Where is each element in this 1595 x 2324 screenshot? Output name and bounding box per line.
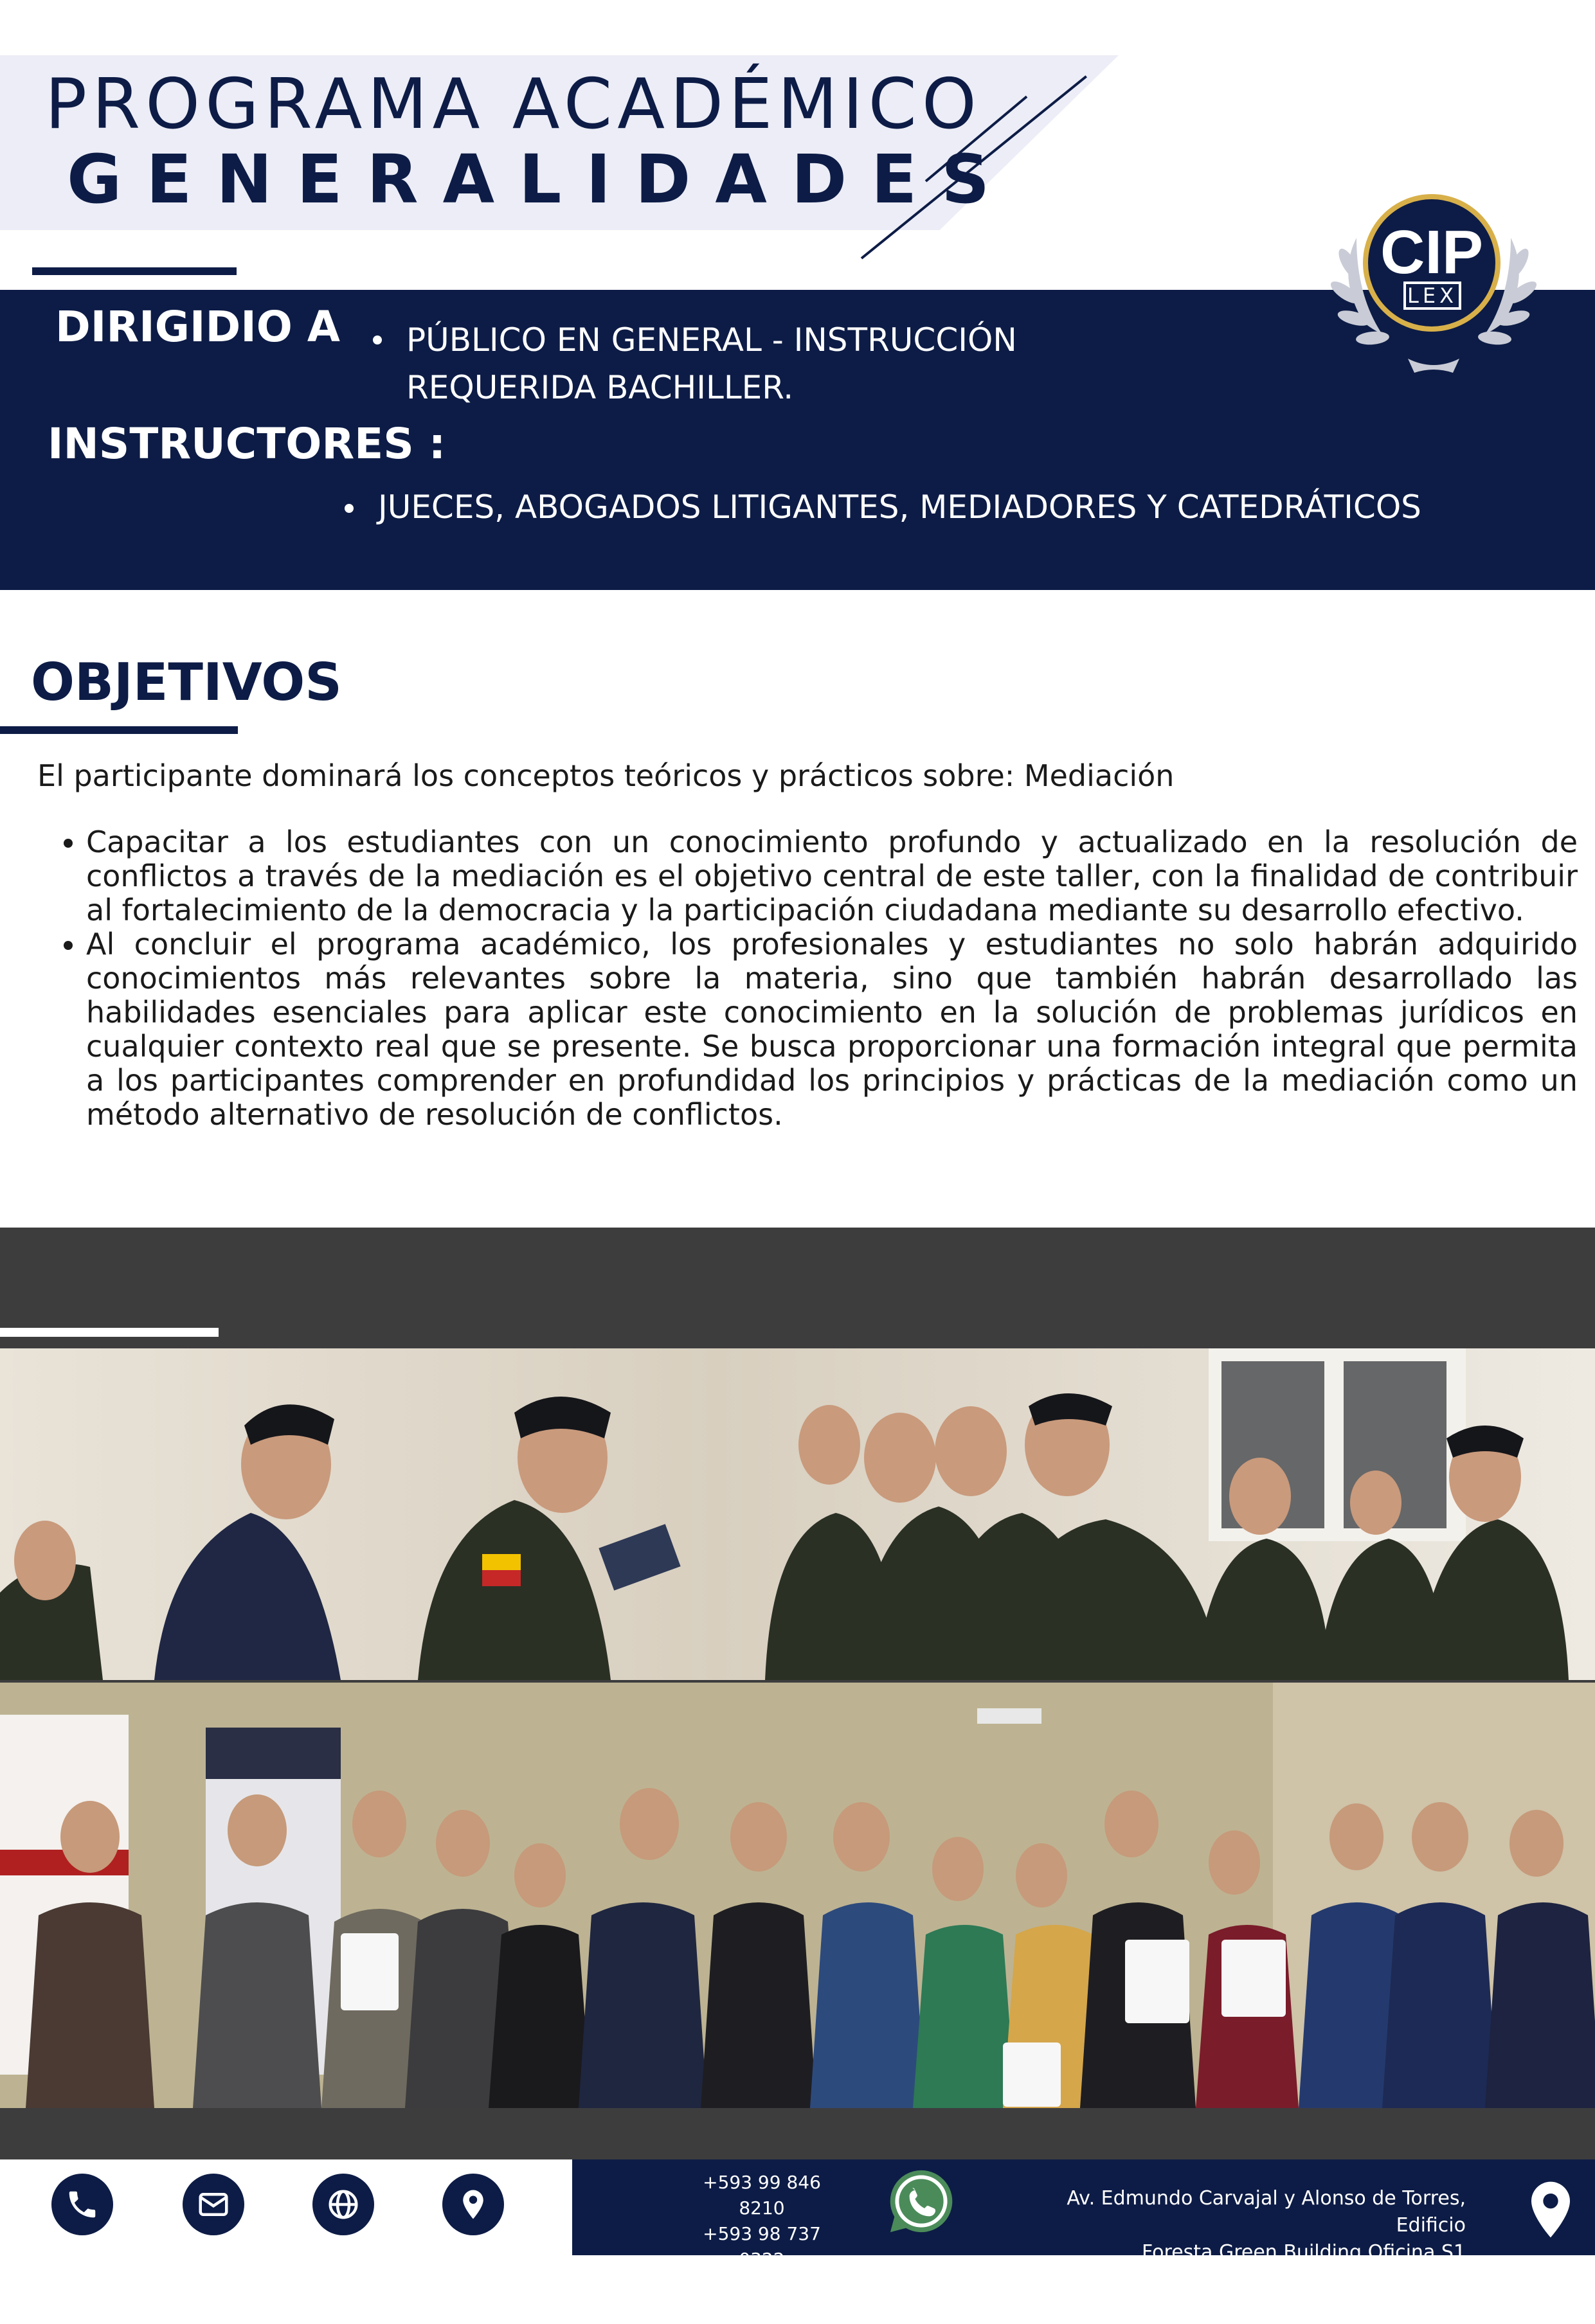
address-line1: Av. Edmundo Carvajal y Alonso de Torres, Edificio	[1067, 2187, 1466, 2237]
logo-lex-text: LEX	[1403, 282, 1461, 310]
bullet	[345, 504, 354, 513]
page-title-line2: GENERALIDADES	[67, 140, 1014, 219]
phone-number[interactable]: +593 99 846 8210	[703, 2172, 821, 2219]
objetivo-item: • Capacitar a los estudiantes con un conocimiento profundo y actualizado en la resolución de conflictos a través de la mediación es el objetivo central de este taller, con la finalidad de contribuir al fortalecimiento de la democracia y la participación ciudadana mediante su desarrollo efectivo.	[86, 825, 1578, 927]
objetivos-intro: El participante dominará los conceptos teóricos y prácticos sobre: Mediación	[37, 758, 1175, 793]
logo-cip-text: CIP	[1380, 218, 1484, 287]
address-line2: Foresta Green Building Oficina S1	[1141, 2241, 1466, 2264]
dirigido-heading: DIRIGIDIO A	[55, 302, 340, 352]
phone-icon[interactable]	[51, 2174, 113, 2235]
phone-number[interactable]: +593 98 737 0322	[703, 2223, 821, 2270]
phone-numbers	[681, 2170, 842, 2324]
location-pin-icon[interactable]	[1525, 2179, 1576, 2240]
instructores-heading: INSTRUCTORES :	[48, 419, 446, 469]
email-icon[interactable]	[183, 2174, 244, 2235]
dirigido-text	[406, 316, 1113, 411]
bullet	[373, 335, 382, 344]
objetivo-item: • Al concluir el programa académico, los profesionales y estudiantes no solo habrán adquirido conocimientos más relevantes sobre la materia, sino que también habrán desarrollado las habilidades esenciales para aplicar este conocimiento en la solución de problemas jurídicos en cualquier contexto real que se presente. Se busca proporcionar una formación integral que permita a los participantes comprender en profundidad los principios y prácticas de la mediación como un método alternativo de resolución de conflictos.	[86, 927, 1578, 1132]
page-title-line1: PROGRAMA ACADÉMICO	[45, 64, 982, 145]
header-underline	[32, 267, 237, 275]
objetivos-list	[48, 825, 1578, 1132]
objetivos-underline	[0, 726, 238, 734]
location-pin-icon[interactable]	[442, 2174, 504, 2235]
dirigido-line2: REQUERIDA BACHILLER.	[406, 369, 794, 406]
phone-number[interactable]: +593 99 998 7818	[703, 2275, 821, 2321]
dirigido-line1: PÚBLICO EN GENERAL - INSTRUCCIÓN	[406, 321, 1017, 359]
whatsapp-icon[interactable]	[886, 2166, 957, 2237]
address	[1003, 2185, 1466, 2266]
globe-icon[interactable]	[312, 2174, 374, 2235]
ceremony-photo-illustration	[0, 1348, 1595, 1680]
logo-badge	[1363, 194, 1500, 332]
group-photo-illustration	[0, 1683, 1595, 2108]
instructores-item: JUECES, ABOGADOS LITIGANTES, MEDIADORES Y CATEDRÁTICOS	[378, 488, 1421, 526]
cip-lex-logo	[1311, 186, 1556, 392]
gallery-underline	[0, 1328, 219, 1337]
ceremony-photo	[0, 1348, 1595, 1680]
group-photo	[0, 1683, 1595, 2108]
objetivos-heading: OBJETIVOS	[31, 652, 342, 712]
